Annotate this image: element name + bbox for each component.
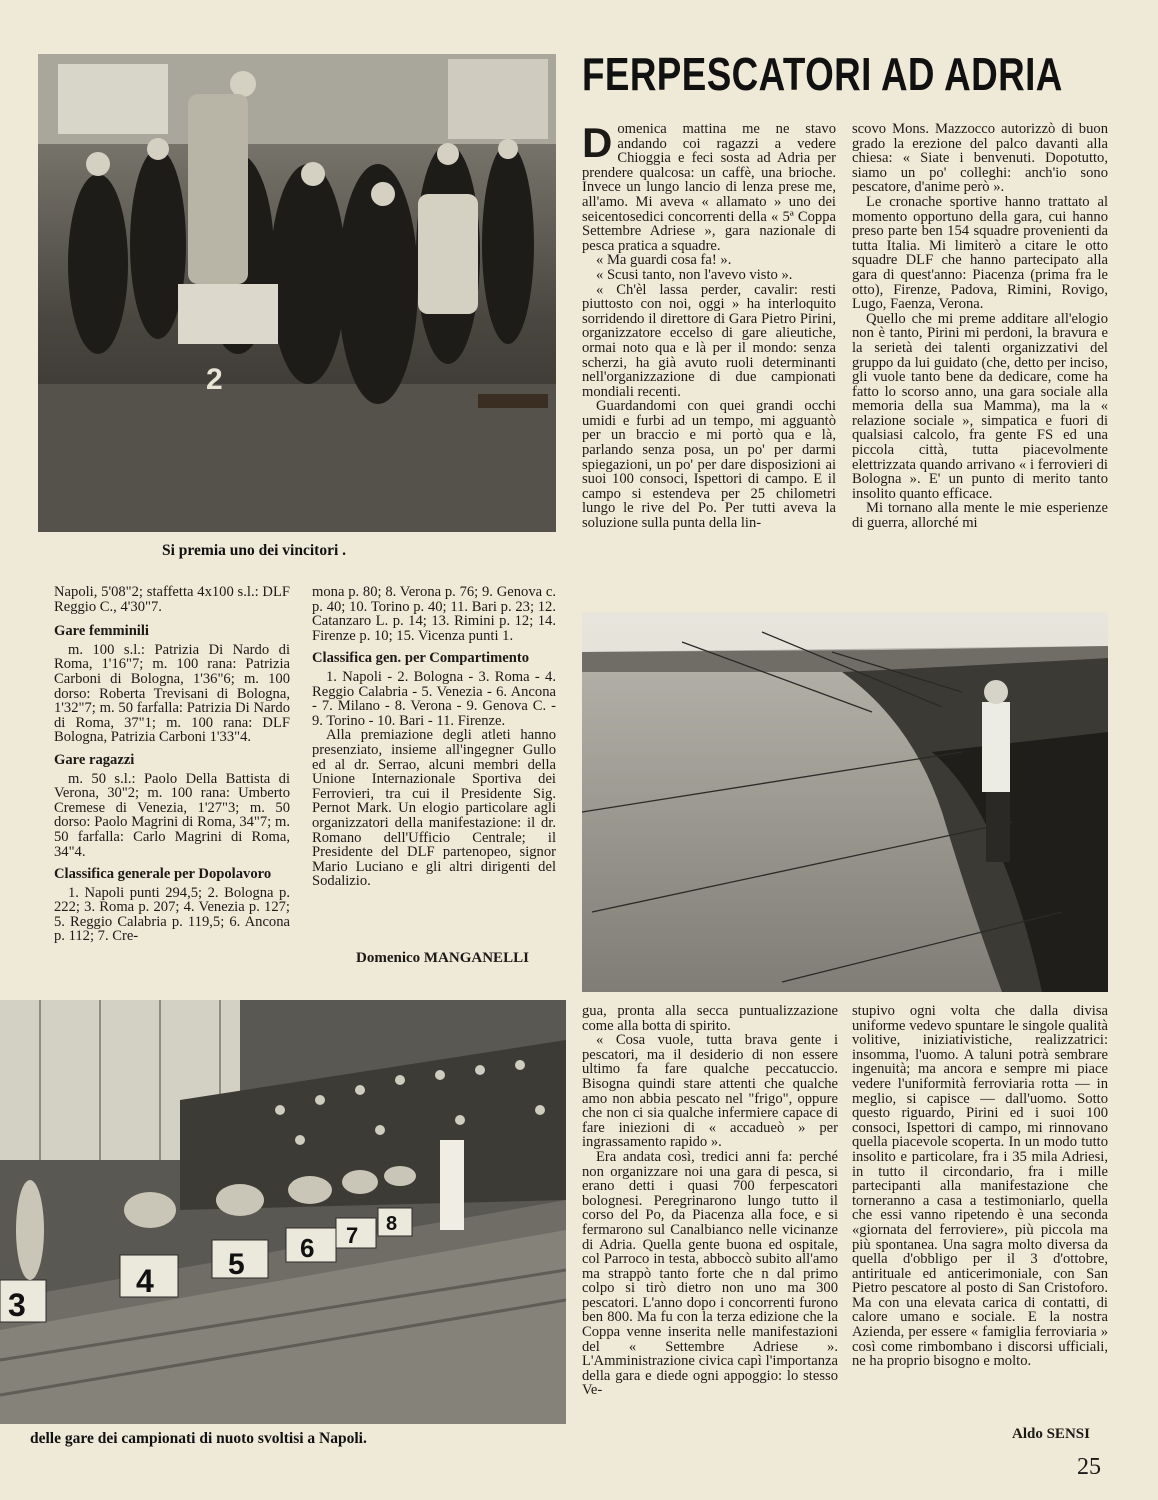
article-column-1 [582, 122, 836, 610]
article-author: Aldo SENSI [1012, 1426, 1090, 1442]
swim-photo-caption: delle gare dei campionati di nuoto svoltisi a Napoli. [30, 1430, 367, 1447]
lane-number-5: 5 [228, 1248, 245, 1281]
award-photo-caption: Si premia uno dei vincitori . [162, 542, 347, 559]
women-races-results: m. 100 s.l.: Patrizia Di Nardo di Roma, 1'16"7; m. 100 rana: Patrizia Carboni di Bologna, 1'36"6; m. 100 dorso: Roberta Trevisani di Bologna, 1'32"7; m. 50 farfalla: Patrizia Di Nardo di Roma, 37"1; m. 100 rana: DLF Bologna, Patrizia Carboni 1'33"4. [54, 641, 290, 746]
award-ceremony-photo [38, 54, 556, 532]
general-ranking-continued: mona p. 80; 8. Verona p. 76; 9. Genova c. p. 40; 10. Torino p. 40; 11. Bari p. 23; 12. Catanzaro L. p. 14; 13. Rimini p. 12; 14. Firenze p. 10; 15. Vicenza punti 1. [312, 585, 556, 644]
boys-races-results: m. 50 s.l.: Paolo Della Battista di Verona, 30"2; m. 100 rana: Umberto Cremese di Venezia, 1'27"3; m. 50 dorso: Paolo Magrini di Roma, 34"7; m. 50 farfalla: Carlo Magrini di Roma, 34"4. [54, 770, 290, 860]
lane-number-4: 4 [136, 1263, 154, 1299]
swim-results-column-2 [312, 585, 556, 937]
lane-number-7: 7 [346, 1223, 359, 1248]
swimming-race-start-photo [0, 1000, 566, 1424]
relay-results: Napoli, 5'08"2; staffetta 4x100 s.l.: DLF Reggio C., 4'30"7. [54, 585, 290, 615]
general-ranking-results: 1. Napoli punti 294,5; 2. Bologna p. 222; 3. Roma p. 207; 4. Venezia p. 127; 5. Reggio Calabria p. 119,5; 6. Ancona p. 112; 7. Cre- [54, 884, 290, 945]
article-paragraph-5: Guardandomi con quei grandi occhi umidi e furbi ad un tempo, mi agguantò per un braccio e mi portò qua e là, parlando senza posa, un po' per darmi spiegazioni, un po' per dare disposizioni ai suoi 100 consoci, Ispettori di campo. E il campo si estendeva per 25 chilometri lungo le rive del Po. Per tutti aveva la soluzione sulla punta della lin- [582, 398, 836, 532]
article-paragraph-4: « Ch'èl lassa perder, cavalir: resti piuttosto con noi, oggi » ha interloquito sorridendo il direttore di Gara Pietro Pirini, organizzatore eccelso di gare alieutiche, ormai noto qua e là per il mondo: senza scherzi, ha già avuto ruoli determinanti nell'organizzazione di due campionati mondiali recenti. [582, 281, 836, 400]
article-paragraph-1 [582, 122, 836, 253]
article-c2-paragraph-3: Quello che mi preme additare all'elogio non è tanto, Pirini mi perdoni, la bravura e la serietà dei talenti organizzativi del gruppo da lui guidato (che, detto per inciso, gli vuole tanto bene da dedicare, come ha fatto lo scorso anno, una gara sociale alla memoria della sua Mamma), ma la « relazione sociale », simpatica e fuori di qualsiasi calcolo, fra gente FS ed una piccola città, tutta piacevolmente elettrizzata quando arrivano « i ferrovieri di Bologna ». E' un punto di merito tanto insolito quanto efficace. [852, 310, 1108, 502]
swim-article-author: Domenico MANGANELLI [356, 950, 529, 966]
article-paragraph-3: « Scusi tanto, non l'avevo visto ». [596, 266, 793, 283]
award-ceremony-text: Alla premiazione degli atleti hanno presenziato, insieme all'ingegner Gullo ed al dr. Serrao, alcuni membri della Unione Internazionale Sportiva dei Ferrovieri, tra cui il Presidente Sig. Pernot Mark. Un elogio particolare agli organizzatori della manifestazione: il dr. Romano dell'Ufficio Centrale; il Presidente del DLF partenopeo, signor Mario Luciano e gli altri dirigenti del Sodalizio. [312, 727, 556, 890]
article-c3-paragraph-1: gua, pronta alla secca puntualizzazione come alla botta di spirito. [582, 1004, 838, 1034]
page-number: 25 [1077, 1454, 1101, 1480]
drop-cap: D [582, 122, 613, 166]
compartment-ranking-heading: Classifica gen. per Compartimento [312, 650, 529, 667]
article-c2-paragraph-4: Mi tornano alla mente le mie esperienze di guerra, allorché mi [852, 500, 1108, 532]
article-c4-paragraph-1: stupivo ogni volta che dalla divisa uniforme vedevo spuntare le singole qualità volitive, iniziativistiche, realizzatrici: insomma, l'uomo. A taluni potrà sembrare ingenuità; ma ancora e sempre mi piace vedere l'uniformità ferroviaria rotta — in meglio, si capisce — dall'uomo. Sotto questo riguardo, Pirini ed i suoi 100 consoci, Ispettori di campo, mi rinnovano quella piacevole scoperta. In un modo tutto insolito e particolare, fra i 35 mila Adriesi, in tutto il circondario, fra i mille partecipanti alla manifestazione che torneranno a casa a testimoniarlo, quella che essi vanno ripetendo è una seconda «giornata del ferroviere», più piccola ma più spontanea. Una sagra molto diversa da quella d'obbligo per il 3 d'ottobre, antirituale ed anticerimoniale, con San Pietro pescatore al posto di San Cristoforo. Ma con una elevata carica di contatti, di calore umano e sociale. E la nostra Azienda, per essere « famiglia ferroviaria » così come rimbombano i discorsi ufficiali, ne ha proprio bisogno e molto. [852, 1004, 1108, 1370]
article-c3-paragraph-3: Era andata così, tredici anni fa: perché non organizzare noi una gara di pesca, si erano detti i quasi 700 ferpescatori bolognesi. Peregrinarono lungo tutto il corso del Po, da Piacenza alla foce, e si fermarono sul Canalbianco nelle vicinanze di Adria. Quella gente buona ed ospitale, col Parroco in testa, abboccò subito all'amo ma strappò tanto forte che n dal primo colpo si tirò dietro non uno ma 300 pescatori. L'anno dopo i concorrenti furono ben 800. Ma fu con la terza edizione che la Coppa venne inserita nelle manifestazioni del « Settembre Adriese ». L'Amministrazione civica capì l'importanza della gara e diede ogni appoggio: lo stesso Ve- [582, 1148, 838, 1399]
lane-number-8: 8 [386, 1213, 398, 1235]
article-column-4 [852, 1004, 1108, 1422]
podium-number-2: 2 [206, 363, 223, 396]
general-ranking-heading: Classifica generale per Dopolavoro [54, 866, 272, 883]
article-paragraph-2: « Ma guardi cosa fa! ». [596, 252, 732, 269]
swim-results-column-1 [54, 585, 290, 945]
article-column-2 [852, 122, 1108, 610]
compartment-ranking-results: 1. Napoli - 2. Bologna - 3. Roma - 4. Reggio Calabria - 5. Venezia - 6. Ancona - 7. Milano - 8. Verona - 9. Genova C. - 9. Torino - 10. Bari - 11. Firenze. [312, 668, 556, 729]
article-paragraph-1-text: omenica mattina me ne stavo andando coi ragazzi a vedere Chioggia e feci sosta ad Adria per prendere qualcosa: un caffè, una brioche. Invece un lungo lancio di lenza prese me, all'amo. Mi aveva « allamato » uno dei seicentosedici concorrenti della « 5ª Coppa Settembre Adriese », gara nazionale di pesca pratica a squadre. [582, 122, 836, 254]
women-races-heading: Gare femminili [54, 623, 149, 640]
boys-races-heading: Gare ragazzi [54, 751, 135, 768]
article-column-3 [582, 1004, 838, 1444]
article-c2-paragraph-1: scovo Mons. Mazzocco autorizzò di buon grado la erezione del palco davanti alla chiesa: « Siate i benvenuti. Dopotutto, siamo un po' colleghi: anch'io sono pescatore, d'anime però ». [852, 122, 1108, 196]
lane-number-6: 6 [300, 1233, 315, 1263]
article-c3-paragraph-2: « Cosa vuole, tutta brava gente i pescatori, ma il desiderio di non essere ultimo fa fare qualche peccatuccio. Bisogna quindi stare attenti che qualche amo non abbia pescato nel "frigo", oppure che non ci sia qualche infermiere capace di fare iniezioni di « accadueò » per ingrassamento rapido ». [582, 1032, 838, 1151]
article-c2-paragraph-2: Le cronache sportive hanno trattato al momento opportuno della gara, cui hanno preso parte ben 154 squadre provenienti da tutta Italia. Mi limiterò a citare le otto squadre DLF che hanno partecipato alla gara di quest'anno: Piacenza (prima fra le otto), Firenze, Padova, Rimini, Rovigo, Lugo, Faenza, Verona. [852, 193, 1108, 313]
fishermen-riverbank-photo [582, 612, 1108, 992]
headline: FERPESCATORI AD ADRIA [582, 48, 1063, 100]
lane-number-3: 3 [8, 1287, 26, 1323]
